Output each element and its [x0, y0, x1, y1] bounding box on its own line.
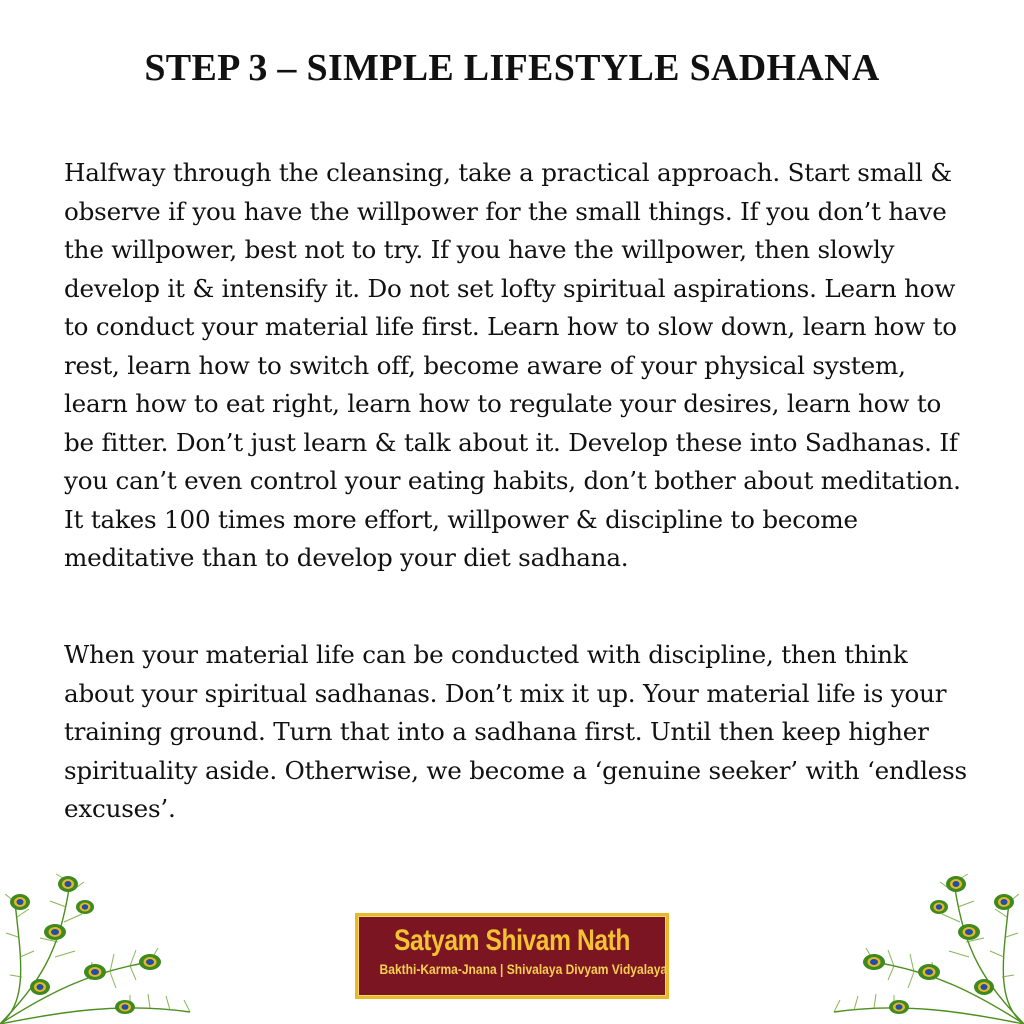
paragraph-2: When your material life can be conducted with discipline, then think about your spiritual sadhanas. Don’t mix it up. Your material life is your training ground. Turn that into a sadhana first. Until then keep higher spirituality aside. Otherwise, we become a ‘genuine seeker’ with ‘endless excuses’. — [64, 640, 967, 823]
page-title: STEP 3 – SIMPLE LIFESTYLE SADHANA — [144, 47, 880, 89]
peacock-feathers-right-icon — [824, 862, 1024, 1024]
brand-logo — [355, 913, 669, 999]
logo-name: Satyam Shivam Nath — [394, 924, 630, 957]
logo-tagline: Bakthi-Karma-Jnana | Shivalaya Divyam Vidyalaya — [379, 961, 668, 977]
paragraph-1: Halfway through the cleansing, take a practical approach. Start small & observe if you have the willpower for the small things. If you don’t have the willpower, best not to try. If you have the willpower, then slowly develop it & intensify it. Do not set lofty spiritual aspirations. Learn how to conduct your material life first. Learn how to slow down, learn how to rest, learn how to switch off, become aware of your physical system, learn how to eat right, learn how to regulate your desires, learn how to be fitter. Don’t just learn & talk about it. Develop these into Sadhanas. If you can’t even control your eating habits, don’t bother about meditation. It takes 100 times more effort, willpower & discipline to become meditative than to develop your diet sadhana. — [64, 158, 961, 572]
peacock-feathers-left-icon — [0, 862, 200, 1024]
